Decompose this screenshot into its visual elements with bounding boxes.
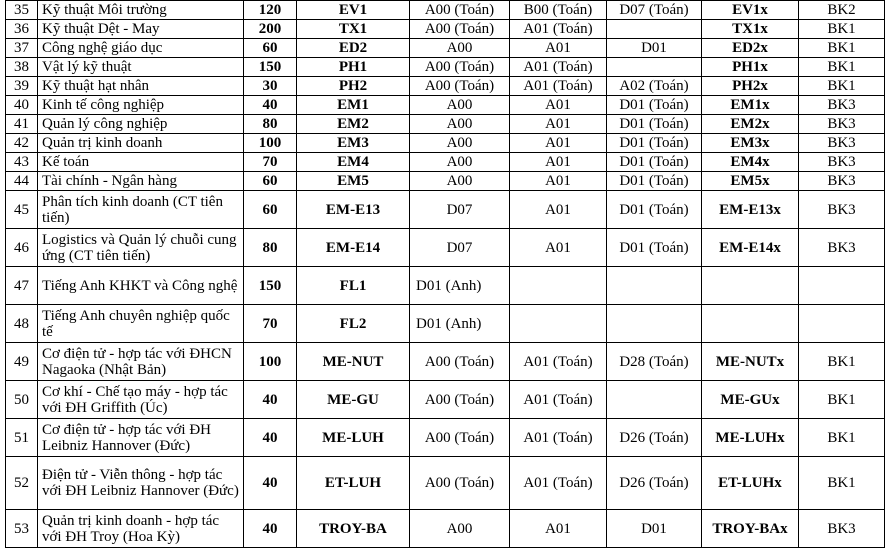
combo-2 <box>510 267 607 305</box>
table-row <box>6 510 885 548</box>
program-code: FL1 <box>297 267 410 305</box>
program-code: ED2 <box>297 39 410 58</box>
alt-code <box>702 305 799 343</box>
combo-2: A01 (Toán) <box>510 343 607 381</box>
combo-1: D07 <box>410 191 510 229</box>
campus: BK3 <box>799 96 885 115</box>
quota: 200 <box>244 20 297 39</box>
combo-2: A01 <box>510 229 607 267</box>
alt-code: ME-NUTx <box>702 343 799 381</box>
alt-code: TX1x <box>702 20 799 39</box>
combo-1: A00 (Toán) <box>410 20 510 39</box>
program-code: ME-NUT <box>297 343 410 381</box>
campus: BK1 <box>799 381 885 419</box>
program-code: TROY-BA <box>297 510 410 548</box>
row-number: 49 <box>6 343 38 381</box>
campus <box>799 267 885 305</box>
combo-1: A00 <box>410 510 510 548</box>
campus: BK3 <box>799 115 885 134</box>
combo-2: A01 <box>510 153 607 172</box>
program-code: EM1 <box>297 96 410 115</box>
campus: BK1 <box>799 343 885 381</box>
quota: 40 <box>244 96 297 115</box>
table-row <box>6 77 885 96</box>
table-row <box>6 267 885 305</box>
program-code: EM2 <box>297 115 410 134</box>
quota: 40 <box>244 419 297 457</box>
campus <box>799 305 885 343</box>
combo-3: D01 (Toán) <box>607 134 702 153</box>
program-code: ME-LUH <box>297 419 410 457</box>
campus: BK3 <box>799 191 885 229</box>
combo-3 <box>607 267 702 305</box>
program-code: EM4 <box>297 153 410 172</box>
combo-3: D01 <box>607 510 702 548</box>
campus: BK1 <box>799 39 885 58</box>
combo-1: A00 (Toán) <box>410 1 510 20</box>
row-number: 45 <box>6 191 38 229</box>
alt-code: EM5x <box>702 172 799 191</box>
combo-1: A00 <box>410 39 510 58</box>
campus: BK3 <box>799 134 885 153</box>
quota: 60 <box>244 39 297 58</box>
program-code: TX1 <box>297 20 410 39</box>
row-number: 51 <box>6 419 38 457</box>
combo-1: A00 (Toán) <box>410 457 510 510</box>
campus: BK2 <box>799 1 885 20</box>
program-code: EM3 <box>297 134 410 153</box>
row-number: 40 <box>6 96 38 115</box>
combo-3: D01 (Toán) <box>607 229 702 267</box>
combo-3: D01 (Toán) <box>607 191 702 229</box>
campus: BK1 <box>799 58 885 77</box>
alt-code: PH1x <box>702 58 799 77</box>
program-name: Cơ điện tử - hợp tác với ĐH Leibniz Hannover (Đức) <box>38 419 244 457</box>
combo-2: A01 (Toán) <box>510 58 607 77</box>
program-name: Phân tích kinh doanh (CT tiên tiến) <box>38 191 244 229</box>
combo-3 <box>607 20 702 39</box>
program-name: Công nghệ giáo dục <box>38 39 244 58</box>
table-row <box>6 96 885 115</box>
alt-code: EM4x <box>702 153 799 172</box>
combo-2: A01 (Toán) <box>510 381 607 419</box>
row-number: 39 <box>6 77 38 96</box>
program-name: Cơ điện tử - hợp tác với ĐHCN Nagaoka (Nhật Bản) <box>38 343 244 381</box>
program-name: Cơ khí - Chế tạo máy - hợp tác với ĐH Griffith (Úc) <box>38 381 244 419</box>
quota: 40 <box>244 510 297 548</box>
quota: 120 <box>244 1 297 20</box>
quota: 100 <box>244 134 297 153</box>
combo-2: A01 <box>510 191 607 229</box>
quota: 60 <box>244 191 297 229</box>
combo-2: A01 <box>510 39 607 58</box>
alt-code: EM1x <box>702 96 799 115</box>
combo-2: B00 (Toán) <box>510 1 607 20</box>
program-code: PH1 <box>297 58 410 77</box>
quota: 70 <box>244 305 297 343</box>
combo-2: A01 (Toán) <box>510 20 607 39</box>
table-row <box>6 381 885 419</box>
table-row <box>6 1 885 20</box>
program-code: FL2 <box>297 305 410 343</box>
program-code: EM-E13 <box>297 191 410 229</box>
combo-3: D01 (Toán) <box>607 153 702 172</box>
program-name: Kỹ thuật Dệt - May <box>38 20 244 39</box>
combo-1: D01 (Anh) <box>410 305 510 343</box>
row-number: 41 <box>6 115 38 134</box>
program-name: Kế toán <box>38 153 244 172</box>
table-row <box>6 115 885 134</box>
combo-3 <box>607 381 702 419</box>
alt-code: ET-LUHx <box>702 457 799 510</box>
program-name: Tiếng Anh KHKT và Công nghệ <box>38 267 244 305</box>
row-number: 47 <box>6 267 38 305</box>
combo-2: A01 <box>510 115 607 134</box>
row-number: 42 <box>6 134 38 153</box>
program-name: Quản trị kinh doanh <box>38 134 244 153</box>
combo-3: D26 (Toán) <box>607 457 702 510</box>
row-number: 52 <box>6 457 38 510</box>
row-number: 38 <box>6 58 38 77</box>
program-name: Điện tử - Viễn thông - hợp tác với ĐH Leibniz Hannover (Đức) <box>38 457 244 510</box>
program-name: Quản lý công nghiệp <box>38 115 244 134</box>
combo-1: A00 <box>410 96 510 115</box>
table-row <box>6 191 885 229</box>
table-row <box>6 229 885 267</box>
combo-3 <box>607 58 702 77</box>
quota: 40 <box>244 457 297 510</box>
combo-1: D01 (Anh) <box>410 267 510 305</box>
alt-code: EM3x <box>702 134 799 153</box>
table-row <box>6 419 885 457</box>
combo-2: A01 (Toán) <box>510 77 607 96</box>
alt-code: TROY-BAx <box>702 510 799 548</box>
program-name: Tài chính - Ngân hàng <box>38 172 244 191</box>
combo-2 <box>510 305 607 343</box>
program-code: EV1 <box>297 1 410 20</box>
combo-3: D01 (Toán) <box>607 115 702 134</box>
alt-code: EM-E13x <box>702 191 799 229</box>
program-code: ME-GU <box>297 381 410 419</box>
table-body <box>6 1 885 548</box>
row-number: 46 <box>6 229 38 267</box>
program-name: Quản trị kinh doanh - hợp tác với ĐH Troy (Hoa Kỳ) <box>38 510 244 548</box>
table-row <box>6 58 885 77</box>
row-number: 50 <box>6 381 38 419</box>
row-number: 48 <box>6 305 38 343</box>
combo-2: A01 (Toán) <box>510 457 607 510</box>
campus: BK3 <box>799 229 885 267</box>
row-number: 43 <box>6 153 38 172</box>
table-row <box>6 153 885 172</box>
alt-code: EV1x <box>702 1 799 20</box>
combo-1: A00 (Toán) <box>410 419 510 457</box>
program-name: Tiếng Anh chuyên nghiệp quốc tế <box>38 305 244 343</box>
quota: 30 <box>244 77 297 96</box>
combo-2: A01 <box>510 172 607 191</box>
quota: 150 <box>244 58 297 77</box>
program-code: ET-LUH <box>297 457 410 510</box>
quota: 100 <box>244 343 297 381</box>
quota: 40 <box>244 381 297 419</box>
campus: BK3 <box>799 172 885 191</box>
table-row <box>6 134 885 153</box>
program-name: Vật lý kỹ thuật <box>38 58 244 77</box>
combo-2: A01 <box>510 510 607 548</box>
campus: BK1 <box>799 419 885 457</box>
combo-3: D28 (Toán) <box>607 343 702 381</box>
combo-1: A00 <box>410 153 510 172</box>
row-number: 37 <box>6 39 38 58</box>
alt-code: ED2x <box>702 39 799 58</box>
combo-1: A00 <box>410 134 510 153</box>
campus: BK3 <box>799 153 885 172</box>
program-name: Kỹ thuật hạt nhân <box>38 77 244 96</box>
table-row <box>6 20 885 39</box>
combo-1: A00 (Toán) <box>410 343 510 381</box>
combo-1: A00 <box>410 172 510 191</box>
combo-1: A00 (Toán) <box>410 77 510 96</box>
quota: 60 <box>244 172 297 191</box>
table-row <box>6 457 885 510</box>
campus: BK1 <box>799 77 885 96</box>
combo-2: A01 (Toán) <box>510 419 607 457</box>
row-number: 53 <box>6 510 38 548</box>
program-code: EM-E14 <box>297 229 410 267</box>
combo-1: A00 (Toán) <box>410 58 510 77</box>
quota: 150 <box>244 267 297 305</box>
row-number: 44 <box>6 172 38 191</box>
table-row <box>6 305 885 343</box>
table-row <box>6 343 885 381</box>
combo-3 <box>607 305 702 343</box>
combo-1: D07 <box>410 229 510 267</box>
combo-2: A01 <box>510 134 607 153</box>
combo-1: A00 <box>410 115 510 134</box>
combo-3: D01 (Toán) <box>607 172 702 191</box>
combo-3: D26 (Toán) <box>607 419 702 457</box>
program-name: Kinh tế công nghiệp <box>38 96 244 115</box>
admissions-table <box>5 0 885 548</box>
campus: BK1 <box>799 457 885 510</box>
combo-3: D01 <box>607 39 702 58</box>
combo-2: A01 <box>510 96 607 115</box>
quota: 80 <box>244 115 297 134</box>
combo-3: A02 (Toán) <box>607 77 702 96</box>
program-code: PH2 <box>297 77 410 96</box>
program-code: EM5 <box>297 172 410 191</box>
program-name: Kỹ thuật Môi trường <box>38 1 244 20</box>
combo-3: D07 (Toán) <box>607 1 702 20</box>
alt-code: PH2x <box>702 77 799 96</box>
row-number: 36 <box>6 20 38 39</box>
alt-code: ME-LUHx <box>702 419 799 457</box>
alt-code: ME-GUx <box>702 381 799 419</box>
program-name: Logistics và Quản lý chuỗi cung ứng (CT tiên tiến) <box>38 229 244 267</box>
alt-code: EM-E14x <box>702 229 799 267</box>
combo-1: A00 (Toán) <box>410 381 510 419</box>
campus: BK1 <box>799 20 885 39</box>
table-row <box>6 39 885 58</box>
alt-code: EM2x <box>702 115 799 134</box>
combo-3: D01 (Toán) <box>607 96 702 115</box>
row-number: 35 <box>6 1 38 20</box>
alt-code <box>702 267 799 305</box>
campus: BK3 <box>799 510 885 548</box>
quota: 80 <box>244 229 297 267</box>
table-row <box>6 172 885 191</box>
quota: 70 <box>244 153 297 172</box>
